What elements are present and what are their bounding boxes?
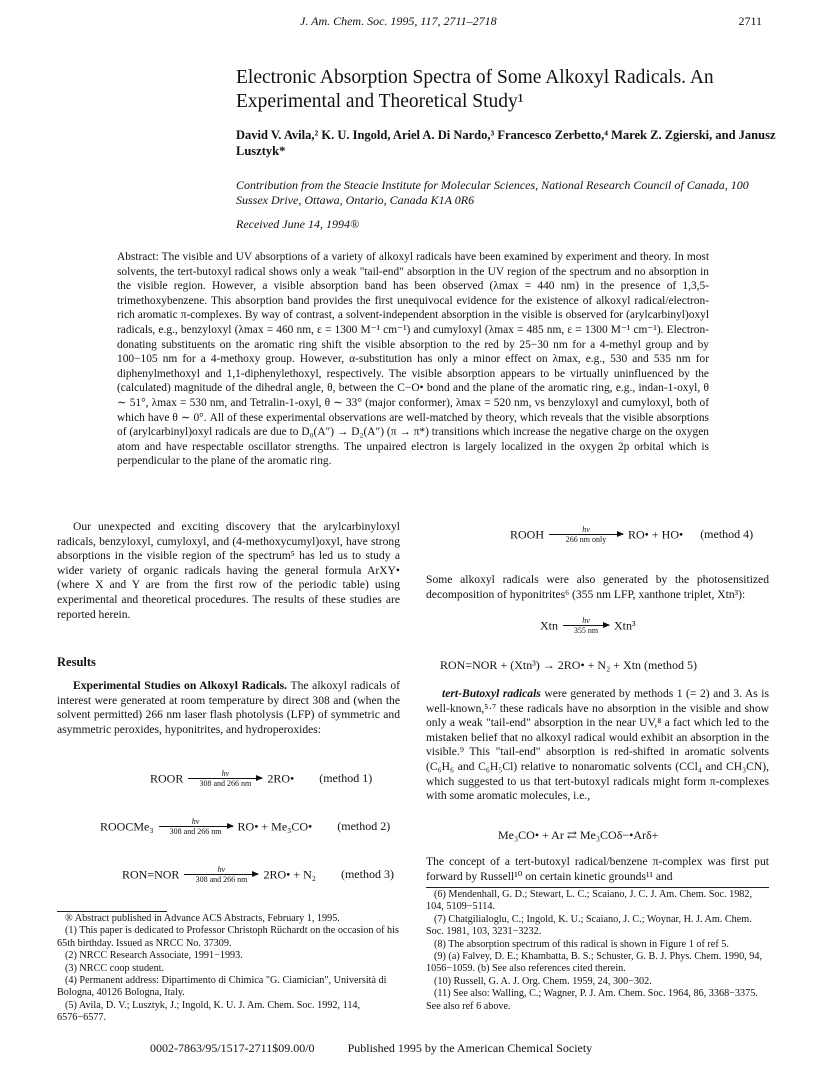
left-footnotes [57, 913, 400, 1025]
hv-label: hv [582, 525, 590, 534]
experimental-text: The alkoxyl radicals of interest were generated at room temperature by direct 308 and (when the solvent permitted) 266 nm laser flash photolysis (LFP) of symmetric and asymmetric peroxides, hyponitrites, and hydroperoxides: [57, 679, 400, 736]
page-footer [150, 1041, 622, 1056]
footnote-rule-right [426, 887, 769, 888]
received-date: Received June 14, 1994® [236, 217, 360, 231]
condition-label: 266 nm only [565, 535, 607, 544]
footnote: (7) Chatgilialoglu, C.; Ingold, K. U.; Scaiano, J. C.; Woynar, H. J. Am. Chem. Soc. 1981, 103, 3231−3232. [426, 913, 752, 938]
results-heading: Results [57, 655, 96, 669]
footnote: (6) Mendenhall, G. D.; Stewart, L. C.; Scaiano, J. C. J. Am. Chem. Soc. 1982, 104, 5109−5114. [426, 889, 753, 913]
footnote: (5) Avila, D. V.; Lusztyk, J.; Ingold, K. U. J. Am. Chem. Soc. 1992, 114, 6576−6577. [57, 999, 361, 1024]
equation-method-3 [122, 866, 394, 885]
russell-paragraph [426, 855, 769, 884]
eq3-reactant: RON=NOR [122, 867, 180, 882]
equation-method-1 [150, 770, 372, 789]
footnote: ® Abstract published in Advance ACS Abstracts, February 1, 1995. [65, 913, 340, 924]
hv-label: hv [217, 865, 226, 874]
footnote: (4) Permanent address: Dipartimento di Chimica "G. Ciamician", Università di Bologna, 40126 Bologna, Italy. [57, 975, 387, 999]
footnote-rule [57, 911, 167, 912]
method-label: (method 3) [340, 867, 394, 882]
hv-label: hv [221, 769, 230, 778]
reaction-arrow [188, 770, 262, 789]
footnote: (11) See also: Walling, C.; Wagner, P. J. Am. Chem. Soc. 1964, 86, 3368−3375. See also ref 6 above. [426, 988, 758, 1012]
footnote: (8) The absorption spectrum of this radical is shown in Figure 1 of ref 5. [434, 938, 729, 950]
equation-method-4 [510, 526, 753, 545]
xtn-product: Xtn³ [614, 618, 636, 633]
article-title: Electronic Absorption Spectra of Some Alkoxyl Radicals. An Experimental and Theoretical Study¹ [236, 67, 714, 112]
tert-butoxyl-paragraph [426, 687, 769, 804]
reaction-arrow [159, 818, 233, 837]
author-list: David V. Avila,² K. U. Ingold, Ariel A. Di Nardo,³ Francesco Zerbetto,⁴ Marek Z. Zgierski, and Janusz Lusztyk* [236, 128, 776, 158]
right-footnotes [426, 889, 769, 1013]
eq2-reactant: ROOCMe₃ [100, 819, 154, 834]
page-number: 2711 [738, 14, 762, 28]
xtn-reactant: Xtn [540, 618, 558, 633]
affiliation: Contribution from the Steacie Institute for Molecular Sciences, National Research Council of Canada, 100 Sussex Drive, Ottawa, Ontario, Canada K1A 0R6 [236, 178, 749, 207]
equation-method-2 [100, 818, 390, 837]
eq1-reactant: ROOR [150, 771, 184, 786]
eq4-product: RO• + HO• [628, 527, 684, 542]
footnote: (9) (a) Falvey, D. E.; Khambatta, B. S.; Schuster, G. B. J. Phys. Chem. 1990, 94, 1056−1059. (b) See also references cited therein. [426, 951, 763, 975]
condition-label: 308 and 266 nm [199, 779, 252, 788]
method-label: (method 4) [700, 527, 754, 542]
reaction-arrow [563, 617, 609, 636]
footnote: (2) NRCC Research Associate, 1991−1993. [65, 950, 243, 962]
eq1-product: 2RO• [267, 771, 295, 786]
reaction-arrow [184, 866, 258, 885]
equation-xanthone [540, 617, 636, 636]
eq3-product: 2RO• + N₂ [263, 867, 316, 882]
condition-label: 308 and 266 nm [169, 827, 222, 836]
running-header-journal: J. Am. Chem. Soc. 1995, 117, 2711–2718 [300, 14, 497, 28]
footnote: (10) Russell, G. A. J. Org. Chem. 1959, 24, 300−302. [434, 975, 652, 987]
condition-label: 308 and 266 nm [195, 875, 248, 884]
hyponitrite-text: Some alkoxyl radicals were also generated by the photosensitized decomposition of hyponitrites⁶ (355 nm LFP, xanthone triplet, Xtn³): [426, 573, 769, 601]
tert-butoxyl-heading: tert-Butoxyl radicals [442, 687, 541, 700]
hv-label: hv [582, 616, 590, 625]
russell-text: The concept of a tert-butoxyl radical/benzene π-complex was first put forward by Russell¹⁰ on certain kinetic grounds¹¹ and [426, 855, 769, 883]
tert-butoxyl-text: were generated by methods 1 (= 2) and 3. As is well-known,⁵·⁷ these radicals have no absorption in the visible and show only a weak "tail-end" absorption in the near UV,⁸ a fact which led to the mistaken belief that no alkoxyl radical would exhibit an absorption in the visible.⁹ This "tail-end" absorption is red-shifted in aromatic solvents (C₆H₆ and C₆H₅Cl) relative to nonaromatic solvents (CCl₄ and CH₃CN), which suggested to us that tert-butoxyl radicals might form π-complexes with some aromatic molecules, i.e., [426, 687, 769, 803]
intro-text: Our unexpected and exciting discovery that the arylcarbinyloxyl radicals, benzyloxyl, cumyloxyl, and (4-methoxycumyl)oxyl, have strong absorptions in the visible region of the spectrum⁵ has led us to study a wider variety of organic radicals having the general formula ArXY• (where X and Y are from the first row of the periodic table) using experimental and theoretical procedures. The results of these studies are reported herein. [57, 520, 400, 621]
equation-method-5: RON=NOR + (Xtn³) → 2RO• + N₂ + Xtn (method 5) [440, 658, 698, 672]
intro-paragraph [57, 520, 400, 622]
abstract: Abstract: The visible and UV absorptions of a variety of alkoxyl radicals have been examined by experiment and theory. In most solvents, the tert-butoxyl radical shows only a weak "tail-end" absorption in the UV region of the spectrum and no absorption in the visible region. However, a visible absorption band has been observed (λmax = 440 nm) in the presence of 1,3,5-trimethoxybenzene. This absorption band provides the first unequivocal evidence for the existence of alkoxyl radical/electron-rich aromatic π-complexes. By way of contrast, a solvent-independent absorption in the visible is observed for (arylcarbinyl)oxyl radicals, e.g., benzyloxyl (λmax = 460 nm, ε = 1300 M⁻¹ cm⁻¹) and cumyloxyl (λmax = 485 nm, ε = 1300 M⁻¹ cm⁻¹). Electron-donating substituents on the aromatic ring shift the visible absorption to the red by 25−30 nm for a 4-methyl group and by 100−105 nm for a 4-methoxy group. However, α-substitution has only a minor effect on λmax, e.g., 530 and 535 nm for diphenylmethoxyl and 1,1-diphenylethoxyl, respectively. The visible absorption appears to be virtually uninfluenced by the (calculated) magnitude of the dihedral angle, θ, between the C−O• bond and the plane of the aromatic ring, e.g., indan-1-oxyl, θ ∼ 51°, λmax = 530 nm, and Tetralin-1-oxyl, θ ∼ 33° (major conformer), λmax = 520 nm, vs benzyloxyl and cumyloxyl, both of which have θ ∼ 0°. All of these experimental observations are well-matched by theory, which reveals that the visible absorptions of (arylcarbinyl)oxyl radicals are due to D₀(A″) → D₂(A″) (π → π*) transitions which increase the negative charge on the oxygen atom and have respectable oscillator strengths. The unpaired electron is largely localized in the oxygen 2p orbital which is perpendicular to the plane of the aromatic ring. [117, 251, 709, 468]
hyponitrite-paragraph [426, 573, 769, 602]
method-label: (method 2) [337, 819, 391, 834]
footnote: (3) NRCC coop student. [65, 962, 165, 974]
eq2-product: RO• + Me₃CO• [237, 819, 313, 834]
eq4-reactant: ROOH [510, 527, 545, 542]
method-label: (method 1) [319, 771, 373, 786]
experimental-heading: Experimental Studies on Alkoxyl Radicals. [73, 679, 288, 692]
article-code: 0002-7863/95/1517-2711$09.00/0 [150, 1041, 315, 1055]
footnote: (1) This paper is dedicated to Professor Christoph Rüchardt on the occasion of his 65th birthday. Issued as NRCC No. 37309. [57, 925, 399, 949]
condition-label: 355 nm [573, 626, 599, 635]
hv-label: hv [191, 817, 200, 826]
experimental-paragraph [57, 679, 400, 737]
publisher-line: Published 1995 by the American Chemical Society [347, 1041, 593, 1055]
reaction-arrow [549, 526, 623, 545]
equation-pi-complex: Me₃CO• + Ar ⇄ Me₃COδ−•Arδ+ [498, 828, 659, 842]
